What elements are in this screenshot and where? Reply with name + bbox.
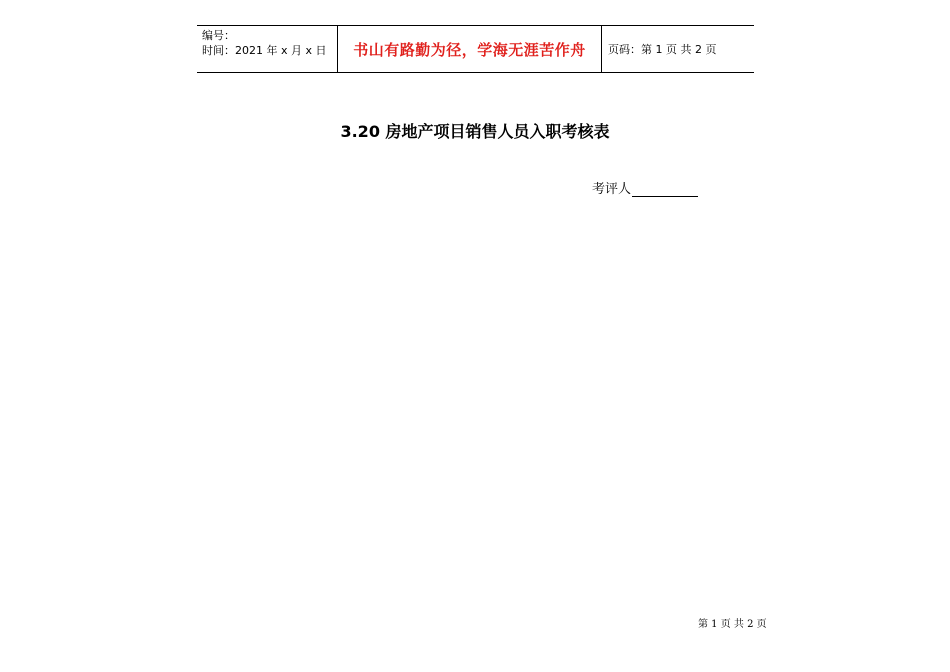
header-meta-cell	[197, 26, 338, 72]
document-time-label: 时间：2021 年 x 月 x 日	[202, 44, 327, 57]
reviewer-signature-line	[632, 182, 698, 197]
header-motto-cell	[338, 26, 602, 72]
header-page-cell	[602, 26, 754, 72]
reviewer-label: 考评人	[592, 182, 632, 197]
reviewer-field	[592, 178, 698, 197]
document-header	[197, 25, 754, 73]
motto-text: 书山有路勤为径，学海无涯苦作舟	[353, 40, 586, 59]
header-page-info: 页码：第 1 页 共 2 页	[608, 43, 717, 56]
document-title: 3.20 房地产项目销售人员入职考核表	[340, 122, 610, 141]
document-number-label: 编号：	[202, 29, 235, 42]
footer-page-number: 第 1 页 共 2 页	[698, 619, 767, 630]
